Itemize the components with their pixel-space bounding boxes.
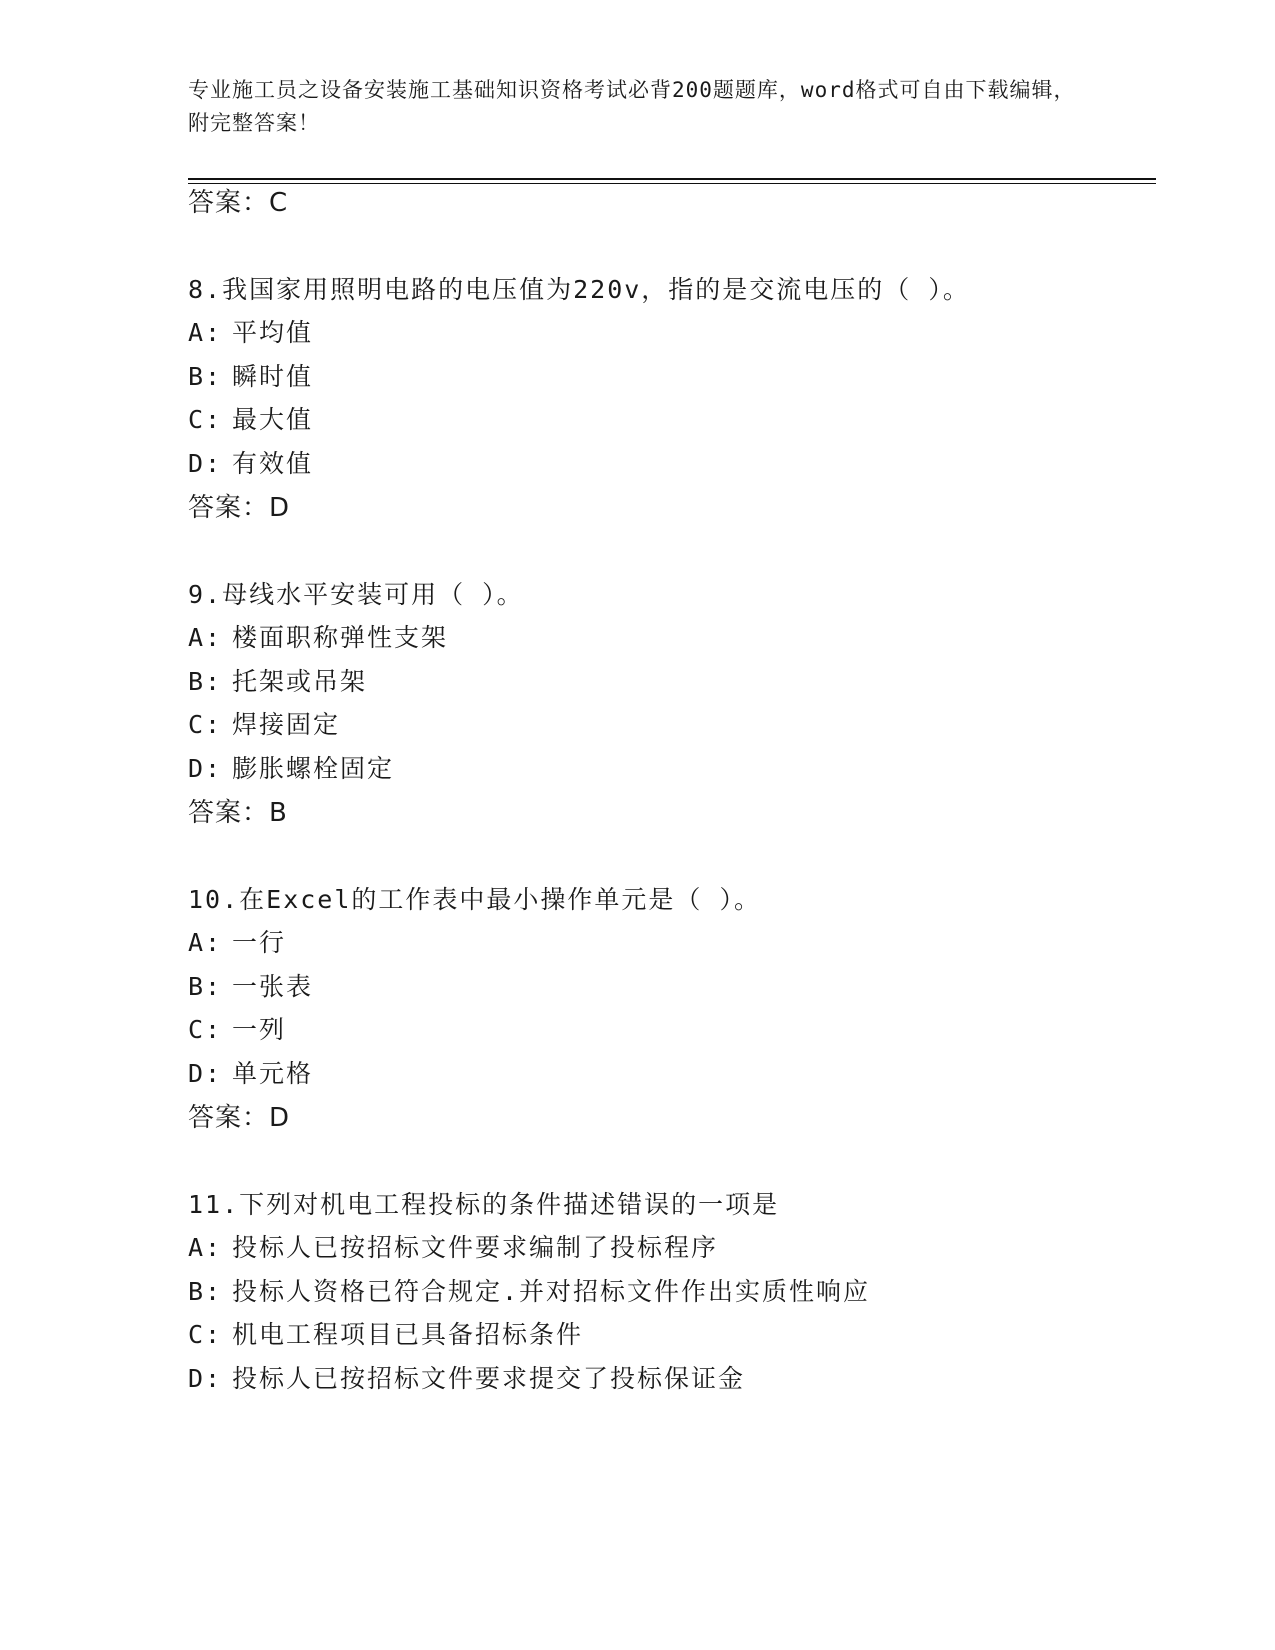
option-letter: B:: [188, 972, 223, 1001]
option-item: [188, 1058, 313, 1090]
option-item: [188, 317, 313, 349]
option-text: 最大值: [232, 405, 314, 434]
option-letter: C:: [188, 1320, 223, 1349]
option-letter: B:: [188, 1277, 223, 1306]
option-letter: C:: [188, 710, 223, 739]
option-letter: A:: [188, 623, 223, 652]
option-item: [188, 622, 448, 654]
option-item: [188, 448, 313, 480]
option-letter: A:: [188, 928, 223, 957]
option-text: 机电工程项目已具备招标条件: [232, 1320, 584, 1349]
option-item: [188, 404, 313, 436]
header-rule-thick: [188, 178, 1156, 180]
option-letter: C:: [188, 405, 223, 434]
option-text: 投标人资格已符合规定.并对招标文件作出实质性响应: [232, 1277, 871, 1306]
option-text: 单元格: [232, 1059, 314, 1088]
option-item: [188, 1014, 286, 1046]
option-letter: C:: [188, 1015, 223, 1044]
answer-line: 答案：C: [188, 188, 289, 218]
option-item: [188, 361, 313, 393]
option-text: 托架或吊架: [232, 667, 368, 696]
option-text: 一列: [232, 1015, 287, 1044]
option-text: 有效值: [232, 449, 314, 478]
question-stem: 10.在Excel的工作表中最小操作单元是（ ）。: [188, 885, 761, 914]
option-item: [188, 1276, 870, 1308]
option-text: 一张表: [232, 972, 314, 1001]
option-item: [188, 1363, 745, 1395]
option-text: 瞬时值: [232, 362, 314, 391]
option-letter: D:: [188, 1364, 223, 1393]
option-letter: B:: [188, 362, 223, 391]
header-rule-thin: [188, 183, 1156, 184]
option-letter: A:: [188, 1233, 223, 1262]
option-letter: D:: [188, 1059, 223, 1088]
option-letter: D:: [188, 449, 223, 478]
option-text: 平均值: [232, 318, 314, 347]
option-item: [188, 971, 313, 1003]
answer-line: 答案：B: [188, 798, 288, 828]
option-item: [188, 666, 367, 698]
option-letter: D:: [188, 754, 223, 783]
option-text: 一行: [232, 928, 287, 957]
option-text: 楼面职称弹性支架: [232, 623, 449, 652]
option-text: 投标人已按招标文件要求提交了投标保证金: [232, 1364, 746, 1393]
option-item: [188, 1232, 718, 1264]
option-text: 膨胀螺栓固定: [232, 754, 395, 783]
question-stem: 9.母线水平安装可用（ ）。: [188, 580, 524, 609]
question-stem: 11.下列对机电工程投标的条件描述错误的一项是: [188, 1190, 780, 1219]
option-item: [188, 753, 394, 785]
question-stem: 8.我国家用照明电路的电压值为220v，指的是交流电压的（ ）。: [188, 275, 970, 304]
option-text: 焊接固定: [232, 710, 341, 739]
option-item: [188, 709, 340, 741]
option-letter: A:: [188, 318, 223, 347]
option-item: [188, 927, 286, 959]
answer-line: 答案：D: [188, 493, 291, 523]
answer-line: 答案：D: [188, 1103, 291, 1133]
document-header: 专业施工员之设备安装施工基础知识资格考试必背200题题库，word格式可自由下载编辑，附完整答案！: [188, 78, 1076, 135]
option-text: 投标人已按招标文件要求编制了投标程序: [232, 1233, 719, 1262]
option-item: [188, 1319, 583, 1351]
option-letter: B:: [188, 667, 223, 696]
